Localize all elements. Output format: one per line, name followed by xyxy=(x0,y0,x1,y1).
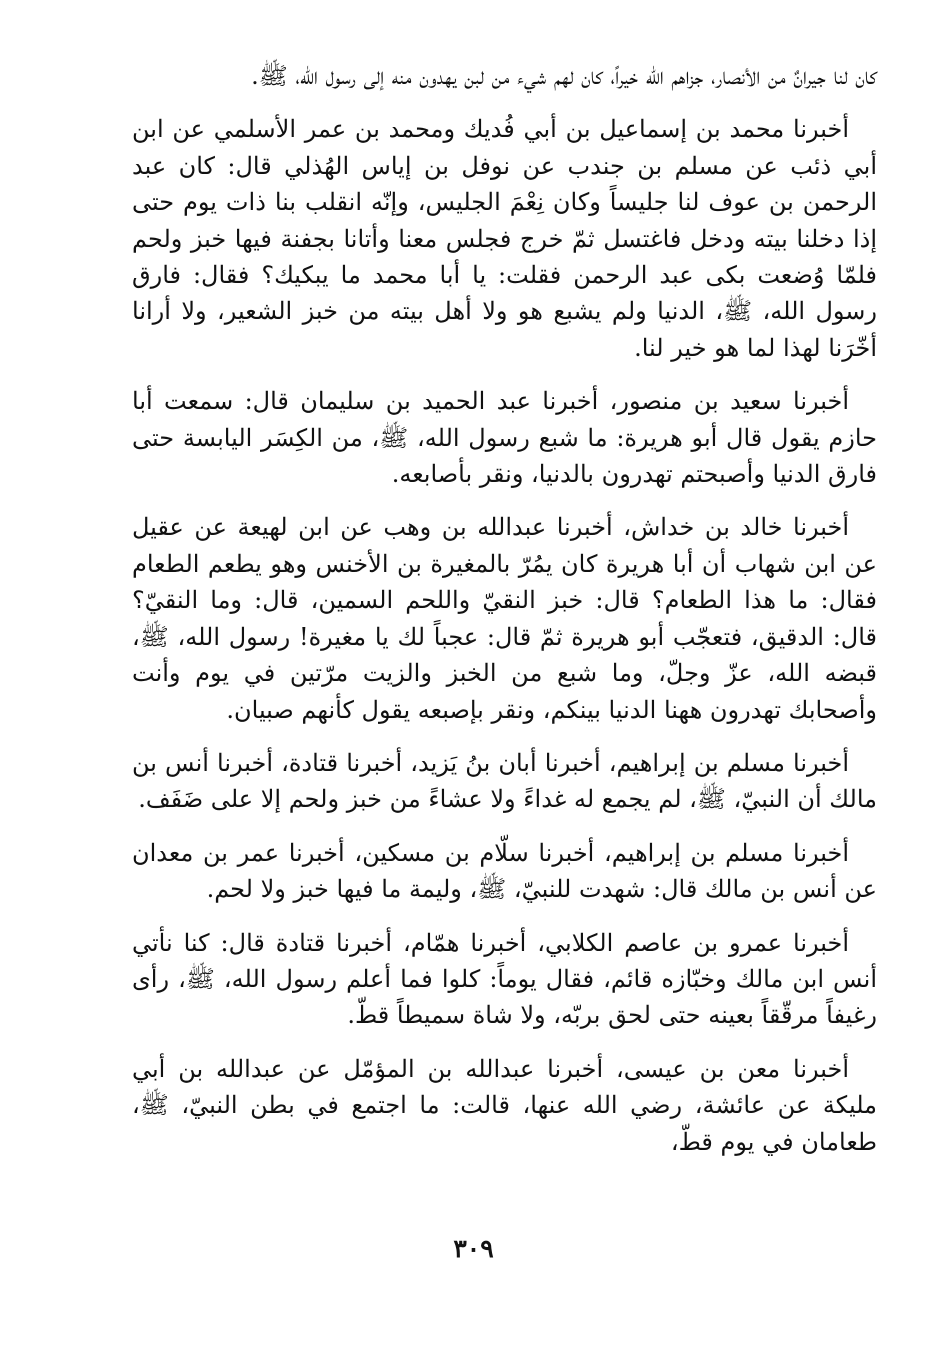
paragraph-2: أخبرنا محمد بن إسماعيل بن أبي فُديك ومحمد بن عمر الأسلمي عن ابن أبي ذئب عن مسلم بن جندب عن نوفل بن إياس الهُذلي قال: كان عبد الرحمن بن عوف لنا جليساً وكان نِعْمَ الجليس، وإنّه انقلب بنا ذات يوم حتى إذا دخلنا بيته ودخل فاغتسل ثمّ خرج فجلس معنا وأتانا بجفنة فيها خبز ولحم فلمّا وُضعت بكى عبد الرحمن فقلت: يا أبا محمد ما يبكيك؟ فقال: فارق رسول الله، ﷺ، الدنيا ولم يشبع هو ولا أهل بيته من خبز الشعير، ولا أرانا أخّرَنا لهذا لما هو خير لنا. xyxy=(132,115,877,362)
paragraph-3: أخبرنا سعيد بن منصور، أخبرنا عبد الحميد بن سليمان قال: سمعت أبا حازم يقول قال أبو هريرة: ما شبع رسول الله، ﷺ، من الكِسَر اليابسة حتى فارق الدنيا وأصبحتم تهدرون بالدنيا، ونقر بأصابعه. xyxy=(132,387,877,489)
paragraph-7: أخبرنا عمرو بن عاصم الكلابي، أخبرنا همّام، أخبرنا قتادة قال: كنا نأتي أنس ابن مالك وخبّازه قائم، فقال يوماً: كلوا فما أعلم رسول الله، ﷺ، رأى رغيفاً مرقّقاً بعينه حتى لحق بربّه، ولا شاة سميطاً قطّ. xyxy=(132,928,877,1030)
paragraph-5: أخبرنا مسلم بن إبراهيم، أخبرنا أبان بنُ يَزيد، أخبرنا قتادة، أخبرنا أنس بن مالك أن النبيّ، ﷺ، لم يجمع له غداءً ولا عشاءً من خبز ولحم إلا على ضَفَف. xyxy=(132,748,877,814)
paragraph-6: أخبرنا مسلم بن إبراهيم، أخبرنا سلّام بن مسكين، أخبرنا عمر بن معدان عن أنس بن مالك قال: شهدت للنبيّ، ﷺ، وليمة ما فيها خبز ولا لحم. xyxy=(132,838,877,904)
page-number: ٣٠٩ xyxy=(453,1234,494,1263)
paragraph-4: أخبرنا خالد بن خداش، أخبرنا عبدالله بن وهب عن ابن لهيعة عن عقيل عن ابن شهاب أن أبا هريرة كان يمُرّ بالمغيرة بن الأخنس وهو يطعم الطعام فقال: ما هذا الطعام؟ قال: خبز النقيّ واللحم السمين، قال: وما النقيّ؟ قال: الدقيق، فتعجّب أبو هريرة ثمّ قال: عجباً لك يا مغيرة! رسول الله، ﷺ، قبضه الله، عزّ وجلّ، وما شبع من الخبز والزيت مرّتين في يوم وأنت وأصحابك تهدرون ههنا الدنيا بينكم، ونقر بإصبعه يقول كأنهم صبيان. xyxy=(132,513,877,724)
paragraph-8: أخبرنا معن بن عيسى، أخبرنا عبدالله بن المؤمّل عن عبدالله بن أبي مليكة عن عائشة، رضي الله عنها، قالت: ما اجتمع في بطن النبيّ، ﷺ، طعامان في يوم قطّ، xyxy=(132,1054,877,1156)
paragraph-1: كان لنا جيرانٌ من الأنصار، جزاهم الله خيراً، كان لهم شيء من لبن يهدون منه إلى رسول الله، ﷺ. xyxy=(251,62,877,90)
page-body xyxy=(132,58,877,1177)
